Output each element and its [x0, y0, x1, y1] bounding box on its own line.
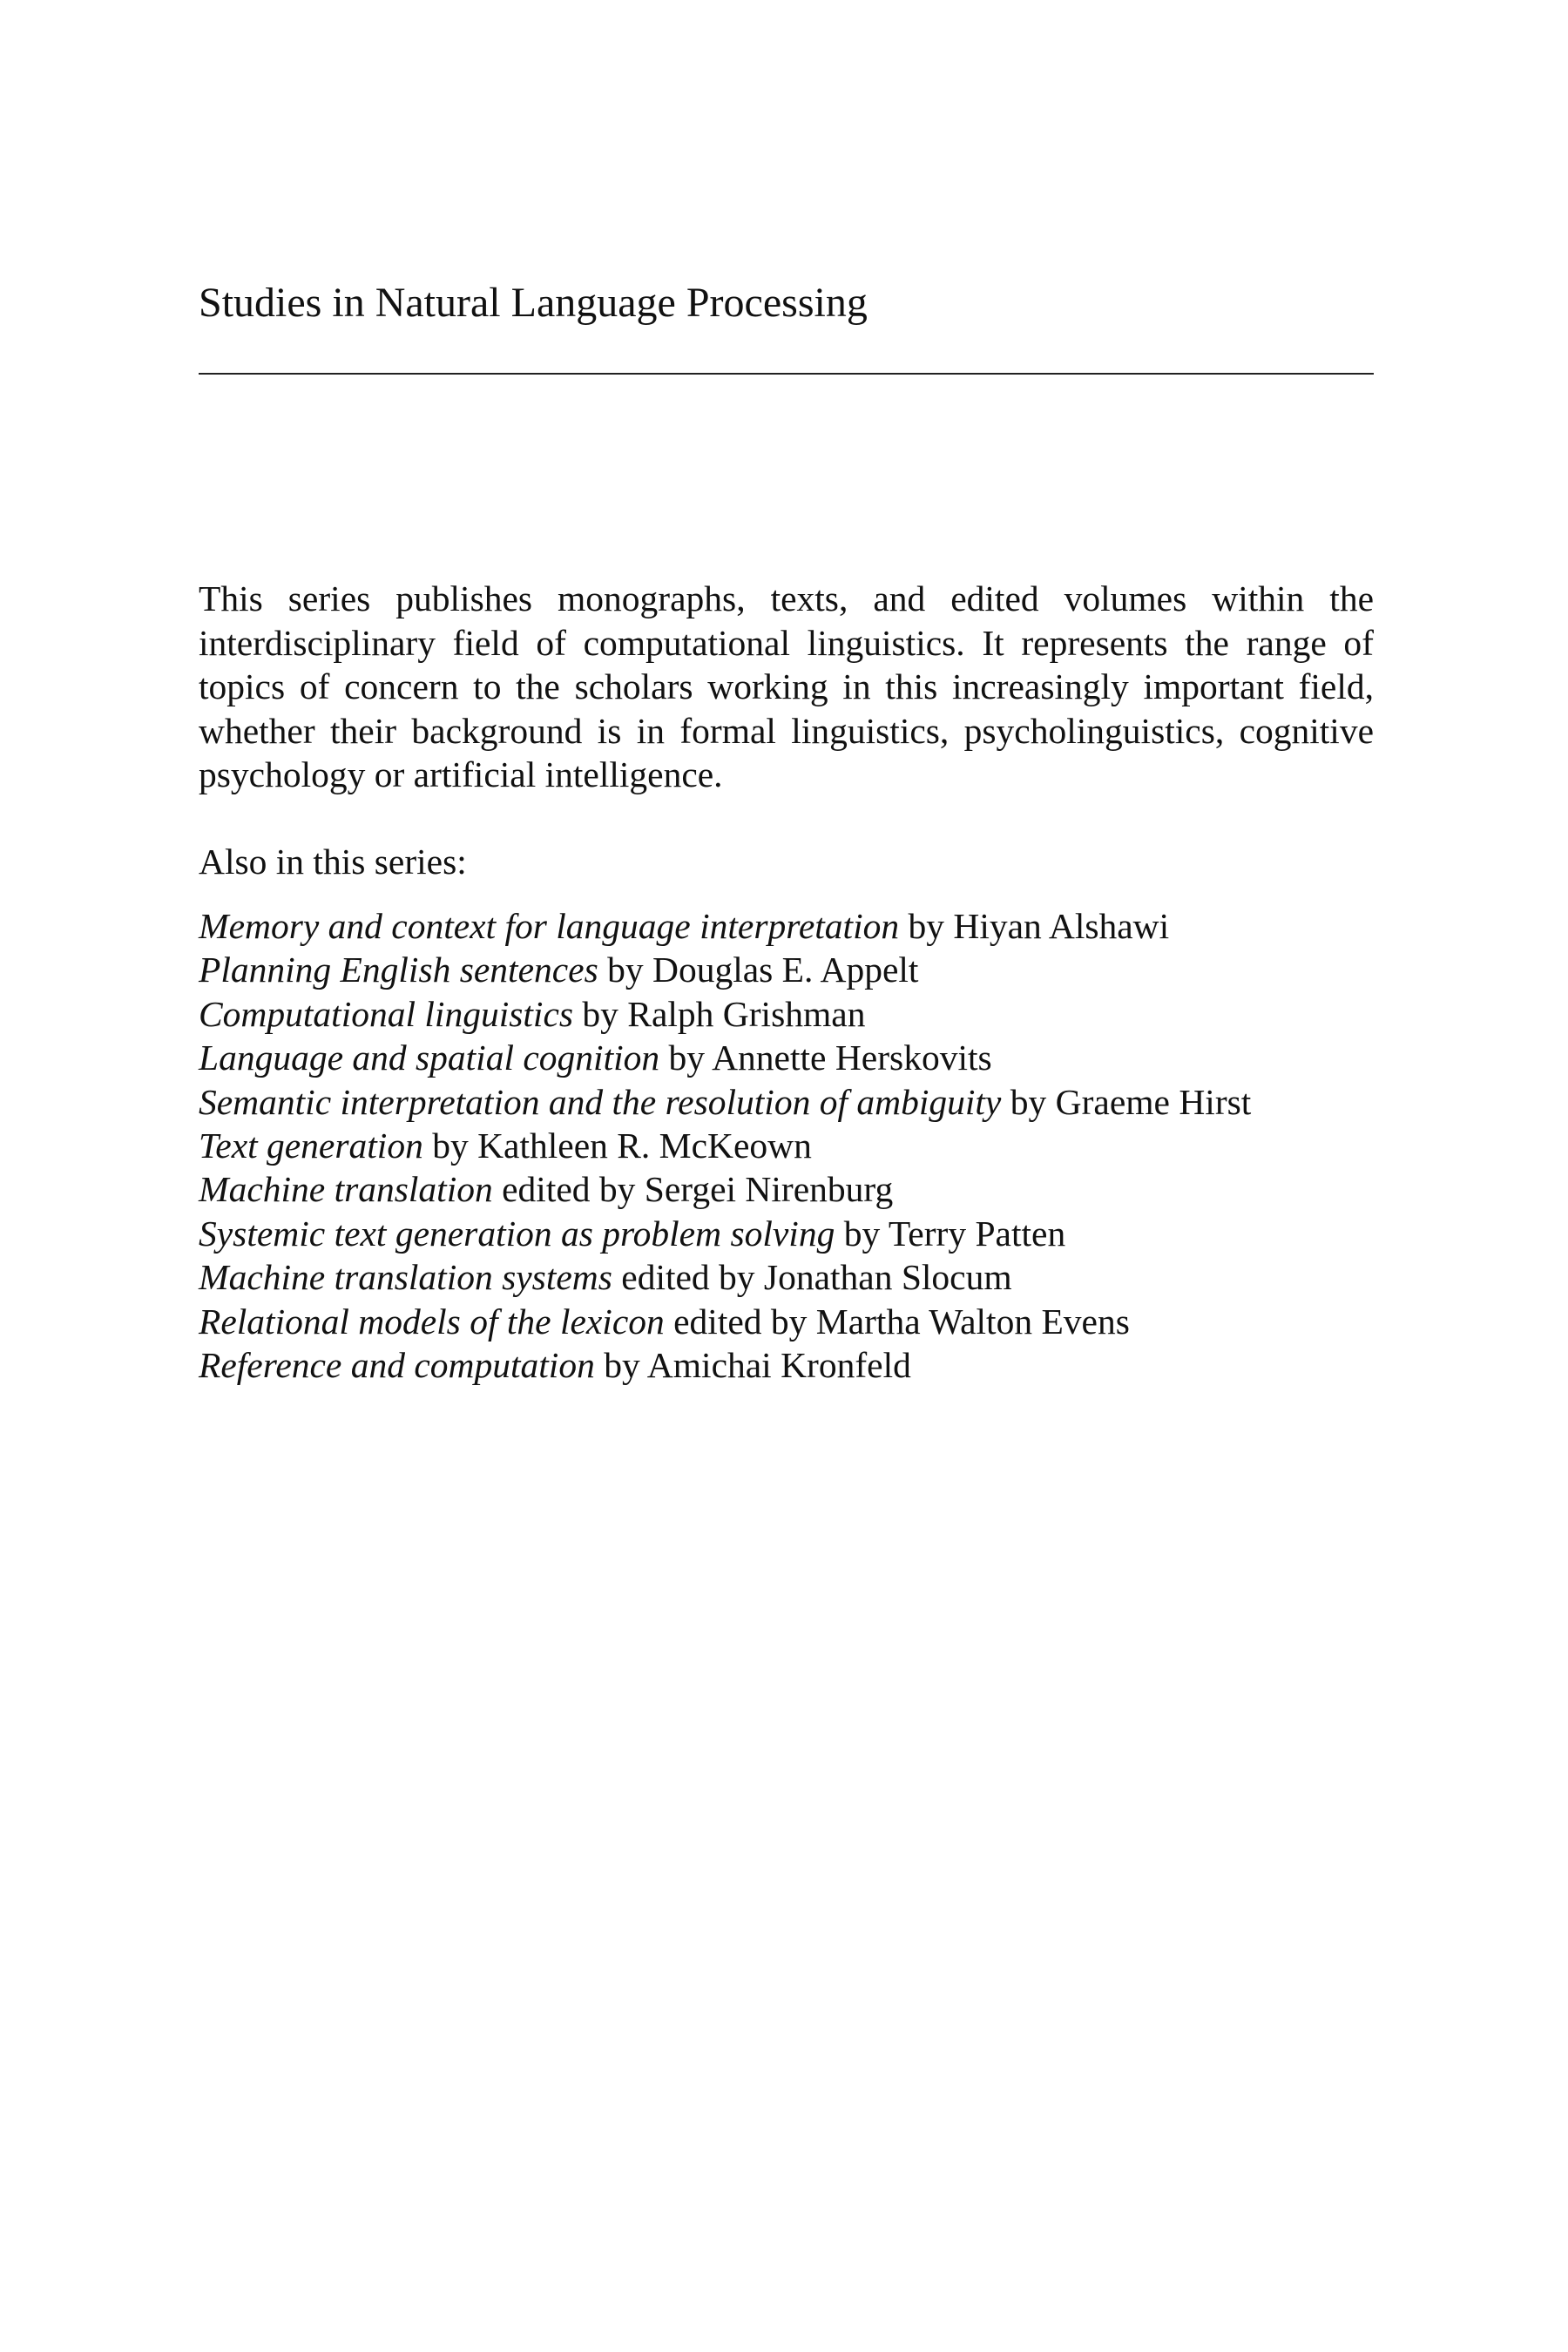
book-title: Reference and computation: [199, 1345, 595, 1386]
list-item: [199, 1212, 1251, 1255]
list-item: [199, 1036, 1251, 1079]
book-title: Systemic text generation as problem solving: [199, 1213, 835, 1254]
book-credit: by Annette Herskovits: [659, 1037, 992, 1078]
description-line: interdisciplinary field of computational linguistics. It represents the range of: [199, 622, 1374, 663]
book-credit: by Hiyan Alshawi: [899, 906, 1170, 946]
list-item: [199, 1343, 1251, 1387]
book-title: Memory and context for language interpretation: [199, 906, 900, 946]
list-item: [199, 1300, 1251, 1343]
book-credit: by Kathleen R. McKeown: [422, 1125, 812, 1166]
list-item: [199, 992, 1251, 1036]
description-line: topics of concern to the scholars working in this increasingly important field,: [199, 666, 1374, 707]
book-credit: by Douglas E. Appelt: [598, 950, 919, 990]
also-in-series-heading: Also in this series:: [199, 841, 467, 882]
list-item: [199, 948, 1251, 991]
book-title: Machine translation: [199, 1169, 493, 1210]
book-credit: by Graeme Hirst: [1001, 1081, 1252, 1122]
list-item: [199, 1124, 1251, 1167]
book-title: Planning English sentences: [199, 950, 598, 990]
list-item: [199, 1167, 1251, 1211]
book-title: Text generation: [199, 1125, 423, 1166]
description-line: psychology or artificial intelligence.: [199, 754, 723, 795]
book-title: Computational linguistics: [199, 993, 574, 1034]
list-item: [199, 1080, 1251, 1124]
book-credit: by Ralph Grishman: [573, 993, 866, 1034]
book-credit: by Amichai Kronfeld: [594, 1345, 911, 1386]
book-list: [199, 904, 1251, 1387]
book-credit: edited by Martha Walton Evens: [664, 1301, 1130, 1342]
list-item: [199, 904, 1251, 948]
book-title: Machine translation systems: [199, 1257, 612, 1298]
book-credit: by Terry Patten: [835, 1213, 1066, 1254]
description-line: This series publishes monographs, texts, and edited volumes within the: [199, 578, 1374, 618]
list-item: [199, 1255, 1251, 1299]
book-credit: edited by Jonathan Slocum: [612, 1257, 1012, 1298]
description-line: whether their background is in formal linguistics, psycholinguistics, cognitive: [199, 710, 1374, 751]
book-title: Semantic interpretation and the resolution of ambiguity: [199, 1081, 1002, 1122]
book-title: Relational models of the lexicon: [199, 1301, 665, 1342]
book-title: Language and spatial cognition: [199, 1037, 660, 1078]
title-divider: [199, 373, 1374, 375]
series-description: [199, 577, 1374, 797]
series-title: Studies in Natural Language Processing: [199, 280, 868, 326]
book-credit: edited by Sergei Nirenburg: [492, 1169, 894, 1210]
